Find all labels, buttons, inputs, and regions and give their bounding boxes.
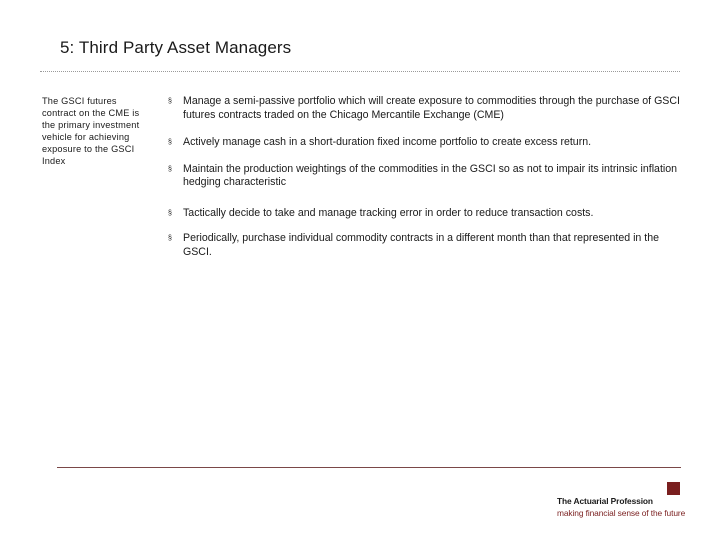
bullet-item xyxy=(164,136,684,150)
bullet-item xyxy=(164,207,684,221)
sidebar-note: The GSCI futures contract on the CME is the primary investment vehicle for achieving exposure to the GSCI Index xyxy=(42,96,140,167)
bullet-icon: § xyxy=(168,235,172,242)
bullet-text: Actively manage cash in a short-duration fixed income portfolio to create excess return. xyxy=(183,136,592,148)
title-divider xyxy=(40,71,680,72)
slide-title: 5: Third Party Asset Managers xyxy=(60,38,292,57)
footer-divider xyxy=(57,467,681,468)
bullet-text: Manage a semi-passive portfolio which will create exposure to commodities through the purchase of GSCI futures contracts traded on the Chicago Mercantile Exchange (CME) xyxy=(183,95,680,121)
bullet-text: Periodically, purchase individual commodity contracts in a different month than that represented in the GSCI. xyxy=(183,232,659,258)
bullet-icon: § xyxy=(168,139,172,146)
bullet-icon: § xyxy=(168,165,172,173)
bullet-item xyxy=(164,232,684,259)
bullet-icon: § xyxy=(168,209,172,217)
brand-tagline: making financial sense of the future xyxy=(557,508,686,518)
brand-logo-square-icon xyxy=(667,482,680,495)
bullet-item xyxy=(164,95,684,122)
brand-name: The Actuarial Profession xyxy=(557,496,653,506)
bullet-text: Tactically decide to take and manage tracking error in order to reduce transaction costs. xyxy=(183,206,594,219)
bullet-text: Maintain the production weightings of the commodities in the GSCI so as not to impair its intrinsic inflation hedging characteristic xyxy=(183,162,678,188)
bullet-item xyxy=(164,163,684,190)
bullet-icon: § xyxy=(168,98,172,105)
bullet-list xyxy=(164,95,684,259)
